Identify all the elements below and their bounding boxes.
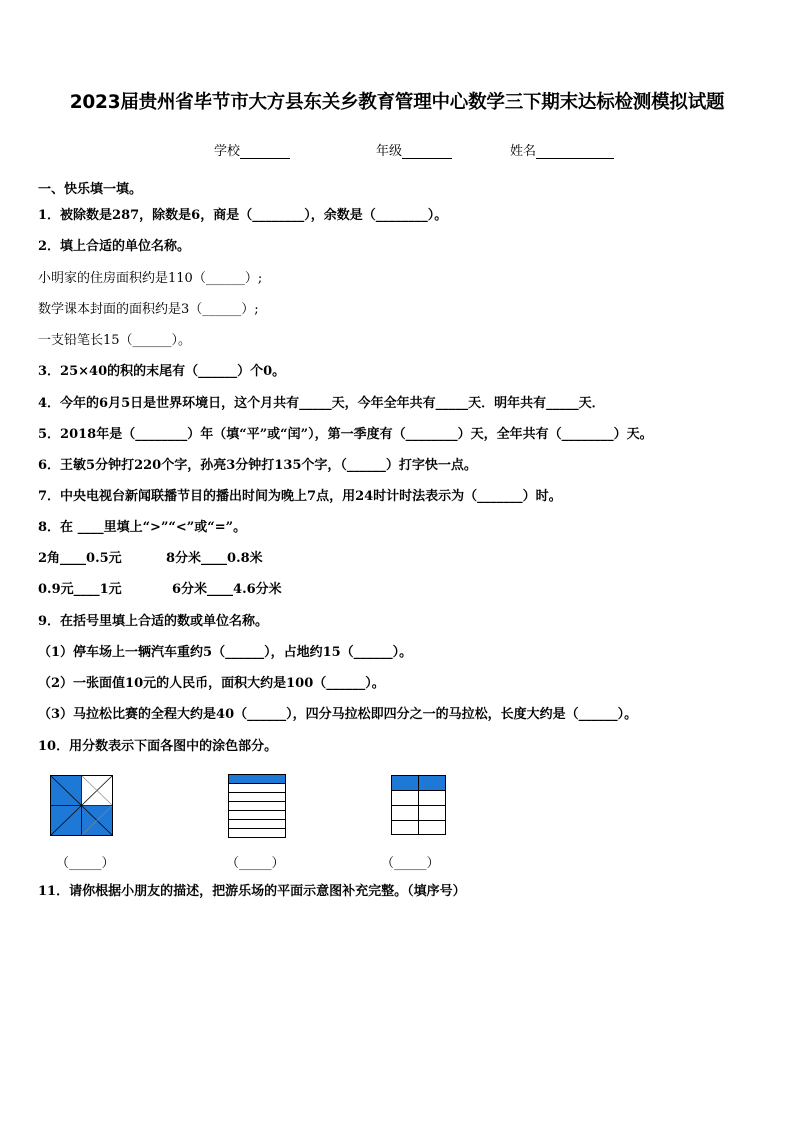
- answer-blank-2[interactable]: （_____）: [226, 856, 285, 871]
- question-2-item-2: 数学课本封面的面积约是3（______）;: [38, 302, 259, 317]
- answer-blank-1[interactable]: （_____）: [56, 856, 115, 871]
- name-blank[interactable]: [536, 144, 614, 159]
- question-8-item-2: 8分米____0.8米: [166, 551, 263, 566]
- name-label: 姓名: [510, 144, 537, 159]
- question-2-item-1: 小明家的住房面积约是110（______）;: [38, 271, 263, 286]
- question-2-item-3: 一支铅笔长15（______）。: [38, 333, 192, 348]
- question-10: 10．用分数表示下面各图中的涂色部分。: [38, 739, 278, 754]
- school-label: 学校: [214, 144, 241, 159]
- page-title: 2023届贵州省毕节市大方县东关乡教育管理中心数学三下期末达标检测模拟试题: [69, 92, 725, 113]
- grade-field[interactable]: [376, 140, 452, 159]
- question-8-item-1: 2角____0.5元: [38, 551, 122, 566]
- question-9: 9．在括号里填上合适的数或单位名称。: [38, 614, 269, 629]
- question-2: 2．填上合适的单位名称。: [38, 239, 191, 254]
- question-11: 11．请你根据小朋友的描述，把游乐场的平面示意图补充完整。（填序号）: [38, 884, 466, 899]
- question-7: 7．中央电视台新闻联播节目的播出时间为晚上7点，用24时计时法表示为（_______）时。: [38, 489, 562, 504]
- grade-blank[interactable]: [402, 144, 452, 159]
- grade-label: 年级: [376, 144, 403, 159]
- question-3: 3．25×40的积的末尾有（______）个0。: [38, 364, 286, 379]
- fraction-figure-triangles: [50, 775, 114, 837]
- fraction-figure-strips: [228, 774, 287, 839]
- question-9-item-2: （2）一张面值10元的人民币，面积大约是100（______）。: [38, 676, 385, 691]
- question-9-item-3: （3）马拉松比赛的全程大约是40（______），四分马拉松即四分之一的马拉松，长度大约是（______）。: [38, 707, 638, 722]
- answer-blank-3[interactable]: （_____）: [381, 856, 440, 871]
- question-8-item-3: 0.9元____1元: [38, 582, 122, 597]
- fraction-figure-grid: [391, 775, 447, 836]
- question-4: 4．今年的6月5日是世界环境日，这个月共有_____天，今年全年共有_____天．明年共有_____天．: [38, 396, 605, 411]
- question-8-item-4: 6分米____4.6分米: [172, 582, 282, 597]
- section-heading: 一、快乐填一填。: [38, 182, 143, 197]
- school-field[interactable]: [214, 140, 290, 159]
- question-1: 1．被除数是287，除数是6，商是（________），余数是（________）。: [38, 208, 448, 223]
- question-9-item-1: （1）停车场上一辆汽车重约5（______），占地约15（______）。: [38, 645, 413, 660]
- school-blank[interactable]: [240, 144, 290, 159]
- name-field[interactable]: [510, 140, 614, 159]
- question-8: 8．在 ____里填上“>”“<”或“=”。: [38, 520, 247, 535]
- question-5: 5．2018年是（________）年（填“平”或“闰”），第一季度有（________）天，全年共有（________）天。: [38, 427, 653, 442]
- question-6: 6．王敏5分钟打220个字，孙亮3分钟打135个字，（______）打字快一点。: [38, 458, 477, 473]
